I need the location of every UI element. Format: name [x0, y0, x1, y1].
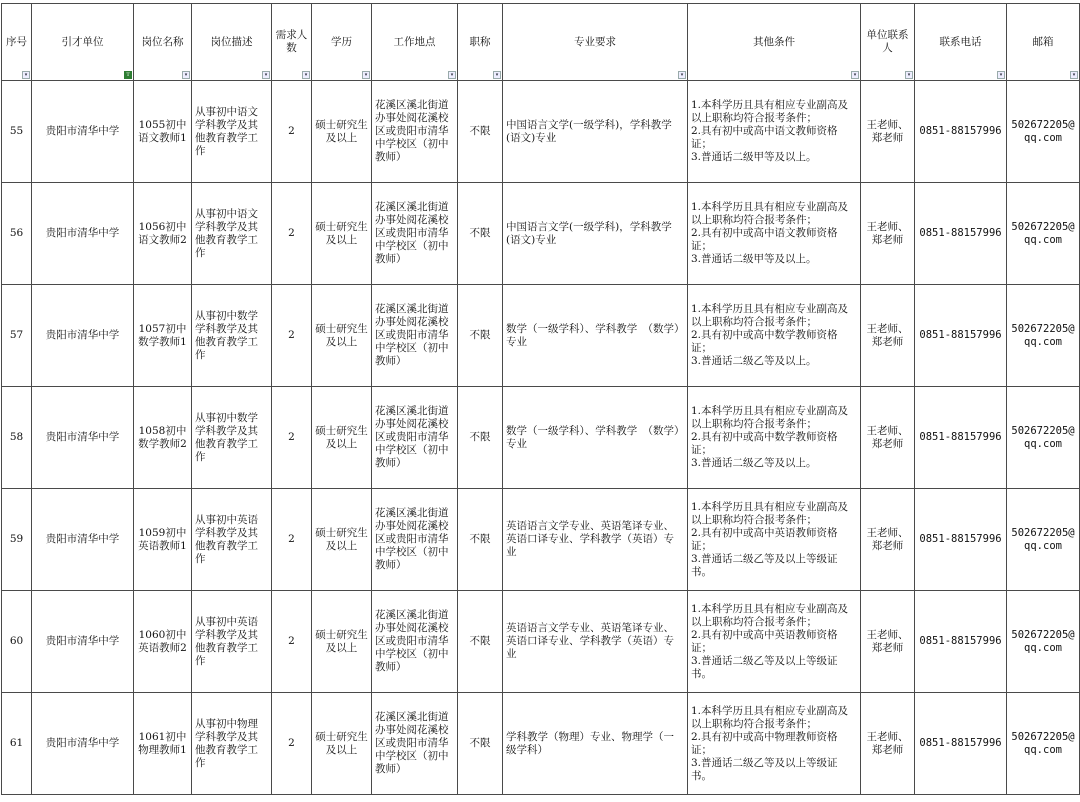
cell-edu: 硕士研究生及以上 — [312, 285, 372, 387]
cell-major: 英语语言文学专业、英语笔译专业、英语口译专业、学科教学（英语）专业 — [503, 489, 688, 591]
filter-dropdown-icon[interactable]: ▾ — [678, 71, 686, 79]
cell-edu: 硕士研究生及以上 — [312, 693, 372, 795]
cell-post: 1055初中语文教师1 — [134, 81, 192, 183]
cell-contact: 王老师、郑老师 — [861, 693, 915, 795]
header-row — [2, 4, 1080, 81]
header-contact: 单位联系人 ▾ — [861, 4, 915, 81]
cell-count: 2 — [272, 81, 312, 183]
header-edu: 学历 ▾ — [312, 4, 372, 81]
condition-line: 2.具有初中或高中英语教师资格证； — [691, 628, 838, 654]
cell-place: 花溪区溪北街道办事处阅花溪校区或贵阳市清华中学校区（初中教师） — [372, 489, 458, 591]
table-row — [2, 81, 1080, 183]
cell-place: 花溪区溪北街道办事处阅花溪校区或贵阳市清华中学校区（初中教师） — [372, 183, 458, 285]
header-phone: 联系电话 ▾ — [915, 4, 1007, 81]
cell-phone: 0851-88157996 — [915, 285, 1007, 387]
cell-desc: 从事初中英语学科教学及其他教育教学工作 — [192, 489, 272, 591]
cell-edu: 硕士研究生及以上 — [312, 387, 372, 489]
header-desc: 岗位描述 ▾ — [192, 4, 272, 81]
filter-active-icon[interactable]: T — [124, 71, 132, 79]
cell-unit: 贵阳市清华中学 — [32, 81, 134, 183]
header-email: 邮箱 ▾ — [1007, 4, 1080, 81]
cell-email: 502672205@qq.com — [1007, 387, 1080, 489]
condition-line: 2.具有初中或高中语文教师资格证； — [691, 227, 838, 252]
table-row — [2, 489, 1080, 591]
condition-line: 1.本科学历且具有相应专业副高及以上职称均符合报考条件； — [691, 303, 849, 328]
cell-other — [688, 387, 861, 489]
cell-phone: 0851-88157996 — [915, 693, 1007, 795]
condition-line: 2.具有初中或高中数学教师资格证； — [691, 329, 838, 354]
cell-major: 中国语言文学(一级学科)，学科教学(语文)专业 — [503, 183, 688, 285]
cell-count: 2 — [272, 693, 312, 795]
cell-title: 不限 — [458, 183, 503, 285]
cell-email: 502672205@qq.com — [1007, 183, 1080, 285]
cell-title: 不限 — [458, 693, 503, 795]
cell-post: 1058初中数学教师2 — [134, 387, 192, 489]
cell-title: 不限 — [458, 81, 503, 183]
cell-phone: 0851-88157996 — [915, 81, 1007, 183]
cell-count: 2 — [272, 387, 312, 489]
condition-line: 3.普通话二级乙等及以上等级证书。 — [691, 552, 838, 578]
header-place: 工作地点 ▾ — [372, 4, 458, 81]
cell-title: 不限 — [458, 387, 503, 489]
cell-other — [688, 489, 861, 591]
cell-no: 57 — [2, 285, 32, 387]
condition-line: 3.普通话二级乙等及以上。 — [691, 457, 817, 469]
cell-post: 1060初中英语教师2 — [134, 591, 192, 693]
header-major: 专业要求 ▾ — [503, 4, 688, 81]
cell-no: 61 — [2, 693, 32, 795]
filter-dropdown-icon[interactable]: ▾ — [493, 71, 501, 79]
cell-no: 60 — [2, 591, 32, 693]
filter-dropdown-icon[interactable]: ▾ — [905, 71, 913, 79]
cell-unit: 贵阳市清华中学 — [32, 489, 134, 591]
cell-email: 502672205@qq.com — [1007, 693, 1080, 795]
cell-count: 2 — [272, 285, 312, 387]
filter-dropdown-icon[interactable]: ▾ — [182, 71, 190, 79]
cell-unit: 贵阳市清华中学 — [32, 183, 134, 285]
condition-line: 3.普通话二级乙等及以上。 — [691, 355, 817, 367]
condition-line: 1.本科学历且具有相应专业副高及以上职称均符合报考条件； — [691, 201, 849, 226]
cell-major: 学科教学（物理）专业、物理学（一级学科） — [503, 693, 688, 795]
condition-line: 2.具有初中或高中物理教师资格证； — [691, 730, 838, 756]
condition-line: 1.本科学历且具有相应专业副高及以上职称均符合报考条件； — [691, 704, 849, 730]
cell-email: 502672205@qq.com — [1007, 591, 1080, 693]
cell-place: 花溪区溪北街道办事处阅花溪校区或贵阳市清华中学校区（初中教师） — [372, 693, 458, 795]
cell-phone: 0851-88157996 — [915, 591, 1007, 693]
cell-count: 2 — [272, 591, 312, 693]
cell-other — [688, 285, 861, 387]
filter-dropdown-icon[interactable]: ▾ — [302, 71, 310, 79]
header-post: 岗位名称 ▾ — [134, 4, 192, 81]
filter-dropdown-icon[interactable]: ▾ — [1070, 71, 1078, 79]
cell-contact: 王老师、郑老师 — [861, 285, 915, 387]
cell-other — [688, 591, 861, 693]
cell-desc: 从事初中数学学科教学及其他教育教学工作 — [192, 387, 272, 489]
condition-line: 2.具有初中或高中数学教师资格证； — [691, 431, 838, 456]
condition-line: 3.普通话二级乙等及以上等级证书。 — [691, 756, 838, 782]
cell-edu: 硕士研究生及以上 — [312, 81, 372, 183]
cell-desc: 从事初中英语学科教学及其他教育教学工作 — [192, 591, 272, 693]
cell-count: 2 — [272, 183, 312, 285]
cell-major: 数学（一级学科）、学科教学 （数学）专业 — [503, 387, 688, 489]
cell-contact: 王老师、郑老师 — [861, 387, 915, 489]
condition-line: 1.本科学历且具有相应专业副高及以上职称均符合报考条件； — [691, 602, 849, 628]
header-no: 序号 ▾ — [2, 4, 32, 81]
condition-line: 1.本科学历且具有相应专业副高及以上职称均符合报考条件； — [691, 405, 849, 430]
cell-email: 502672205@qq.com — [1007, 81, 1080, 183]
cell-desc: 从事初中语文学科教学及其他教育教学工作 — [192, 81, 272, 183]
cell-email: 502672205@qq.com — [1007, 489, 1080, 591]
cell-edu: 硕士研究生及以上 — [312, 591, 372, 693]
cell-unit: 贵阳市清华中学 — [32, 285, 134, 387]
cell-desc: 从事初中数学学科教学及其他教育教学工作 — [192, 285, 272, 387]
cell-contact: 王老师、郑老师 — [861, 183, 915, 285]
cell-contact: 王老师、郑老师 — [861, 489, 915, 591]
cell-no: 56 — [2, 183, 32, 285]
cell-place: 花溪区溪北街道办事处阅花溪校区或贵阳市清华中学校区（初中教师） — [372, 285, 458, 387]
cell-other — [688, 693, 861, 795]
table-row — [2, 285, 1080, 387]
condition-line: 3.普通话二级甲等及以上。 — [691, 253, 817, 265]
table-row — [2, 183, 1080, 285]
cell-place: 花溪区溪北街道办事处阅花溪校区或贵阳市清华中学校区（初中教师） — [372, 591, 458, 693]
cell-phone: 0851-88157996 — [915, 387, 1007, 489]
condition-line: 3.普通话二级甲等及以上。 — [691, 151, 817, 163]
cell-email: 502672205@qq.com — [1007, 285, 1080, 387]
cell-post: 1056初中语文教师2 — [134, 183, 192, 285]
cell-unit: 贵阳市清华中学 — [32, 591, 134, 693]
cell-phone: 0851-88157996 — [915, 489, 1007, 591]
condition-line: 2.具有初中或高中英语教师资格证； — [691, 526, 838, 552]
cell-unit: 贵阳市清华中学 — [32, 387, 134, 489]
cell-major: 英语语言文学专业、英语笔译专业、英语口译专业、学科教学（英语）专业 — [503, 591, 688, 693]
header-unit: 引才单位 T — [32, 4, 134, 81]
filter-dropdown-icon[interactable]: ▾ — [448, 71, 456, 79]
cell-desc: 从事初中语文学科教学及其他教育教学工作 — [192, 183, 272, 285]
cell-place: 花溪区溪北街道办事处阅花溪校区或贵阳市清华中学校区（初中教师） — [372, 81, 458, 183]
cell-no: 55 — [2, 81, 32, 183]
cell-other — [688, 81, 861, 183]
cell-post: 1057初中数学教师1 — [134, 285, 192, 387]
cell-major: 数学（一级学科）、学科教学 （数学）专业 — [503, 285, 688, 387]
cell-phone: 0851-88157996 — [915, 183, 1007, 285]
table-row — [2, 591, 1080, 693]
cell-unit: 贵阳市清华中学 — [32, 693, 134, 795]
filter-dropdown-icon[interactable]: ▾ — [262, 71, 270, 79]
cell-edu: 硕士研究生及以上 — [312, 183, 372, 285]
cell-edu: 硕士研究生及以上 — [312, 489, 372, 591]
cell-contact: 王老师、郑老师 — [861, 81, 915, 183]
filter-dropdown-icon[interactable]: ▾ — [362, 71, 370, 79]
condition-line: 2.具有初中或高中语文教师资格证； — [691, 125, 838, 150]
header-count: 需求人数 ▾ — [272, 4, 312, 81]
cell-no: 59 — [2, 489, 32, 591]
cell-post: 1061初中物理教师1 — [134, 693, 192, 795]
cell-no: 58 — [2, 387, 32, 489]
condition-line: 3.普通话二级乙等及以上等级证书。 — [691, 654, 838, 680]
condition-line: 1.本科学历且具有相应专业副高及以上职称均符合报考条件； — [691, 99, 849, 124]
cell-contact: 王老师、郑老师 — [861, 591, 915, 693]
header-other: 其他条件 ▾ — [688, 4, 861, 81]
cell-count: 2 — [272, 489, 312, 591]
cell-title: 不限 — [458, 591, 503, 693]
cell-major: 中国语言文学(一级学科)，学科教学(语文)专业 — [503, 81, 688, 183]
recruitment-table — [1, 3, 1080, 795]
header-title: 职称 ▾ — [458, 4, 503, 81]
cell-desc: 从事初中物理学科教学及其他教育教学工作 — [192, 693, 272, 795]
table-row — [2, 387, 1080, 489]
cell-other — [688, 183, 861, 285]
condition-line: 1.本科学历且具有相应专业副高及以上职称均符合报考条件； — [691, 500, 849, 526]
cell-title: 不限 — [458, 285, 503, 387]
filter-dropdown-icon[interactable]: ▾ — [22, 71, 30, 79]
filter-dropdown-icon[interactable]: ▾ — [997, 71, 1005, 79]
cell-title: 不限 — [458, 489, 503, 591]
cell-post: 1059初中英语教师1 — [134, 489, 192, 591]
filter-dropdown-icon[interactable]: ▾ — [851, 71, 859, 79]
cell-place: 花溪区溪北街道办事处阅花溪校区或贵阳市清华中学校区（初中教师） — [372, 387, 458, 489]
table-row — [2, 693, 1080, 795]
